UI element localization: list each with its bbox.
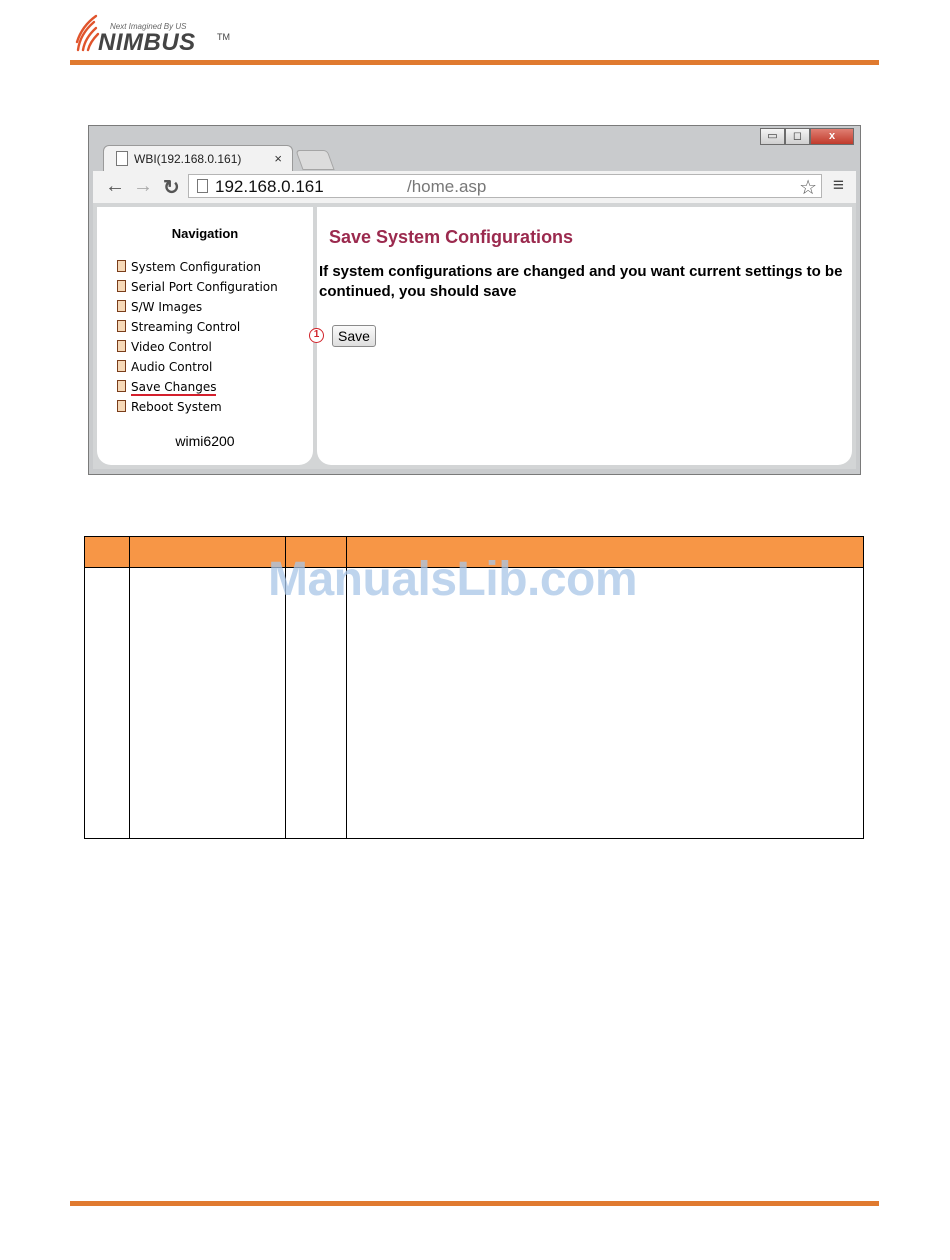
nav-item-label: System Configuration [131,260,261,274]
nav-item-sw-images[interactable] [117,297,278,317]
back-arrow-icon[interactable]: ← [105,175,125,197]
document-icon [117,260,126,272]
document-icon [117,320,126,332]
nav-item-system-configuration[interactable] [117,257,278,277]
nav-item-streaming-control[interactable] [117,317,278,337]
reload-icon[interactable]: ↻ [163,177,180,199]
nav-item-label: Reboot System [131,400,222,414]
description-text: If system configurations are changed and you want current settings to be continued, you should save [319,263,843,300]
url-path: /home.asp [407,177,487,196]
step-marker-badge: 1 [309,328,324,343]
table-cell [347,568,864,839]
device-name: wimi6200 [175,433,235,449]
footer-rule [70,1201,879,1206]
page-icon [116,151,128,166]
browser-tab[interactable] [103,145,293,172]
forward-arrow-icon[interactable]: → [133,175,153,197]
nav-item-label: Serial Port Configuration [131,280,278,294]
nav-item-label: S/W Images [131,300,203,314]
document-icon [117,300,126,312]
nimbus-logo [74,12,244,56]
table-row [85,568,864,839]
document-icon [117,380,126,392]
navigation-title: Navigation [171,226,239,241]
minimize-button[interactable]: ▭ [760,128,785,145]
nav-item-video-control[interactable] [117,337,278,357]
document-icon [117,280,126,292]
table-cell [85,568,130,839]
bookmark-star-icon[interactable]: ☆ [799,177,817,199]
document-icon [117,400,126,412]
table-header-cell [130,537,286,568]
url-host: 192.168.0.161 [215,177,324,196]
address-bar[interactable] [188,174,822,198]
navigation-list [117,257,278,417]
nav-item-audio-control[interactable] [117,357,278,377]
navigation-panel [97,207,313,465]
page-content [93,203,856,469]
logo-tagline: Next Imagined By US [110,22,187,31]
nav-item-serial-port-configuration[interactable] [117,277,278,297]
table-cell [286,568,347,839]
menu-icon[interactable]: ≡ [832,175,844,196]
nav-item-reboot-system[interactable] [117,397,278,417]
watermark: ManualsLib.com [268,553,638,606]
logo-trademark: TM [217,32,230,42]
nav-item-label: Audio Control [131,360,213,374]
browser-screenshot [88,125,861,475]
table-header-cell [85,537,130,568]
nav-item-label: Save Changes [131,380,217,394]
window-close-button[interactable]: x [810,128,854,145]
page-icon [197,179,208,193]
new-tab-button[interactable] [295,150,334,170]
window-controls [760,128,854,146]
header-rule [70,60,879,65]
browser-toolbar [93,171,856,203]
nav-item-label: Streaming Control [131,320,241,334]
nav-item-save-changes[interactable] [117,377,278,397]
tab-close-icon[interactable]: × [274,151,282,166]
page-title: Save System Configurations [329,227,574,247]
logo-wordmark: NIMBUS [98,29,196,56]
nav-item-label: Video Control [131,340,212,354]
save-button[interactable]: Save [332,325,376,347]
document-icon [117,360,126,372]
main-panel [313,207,852,465]
document-icon [117,340,126,352]
table-cell [130,568,286,839]
tab-title: WBI(192.168.0.161) [134,152,242,166]
restore-button[interactable]: ◻ [785,128,810,145]
